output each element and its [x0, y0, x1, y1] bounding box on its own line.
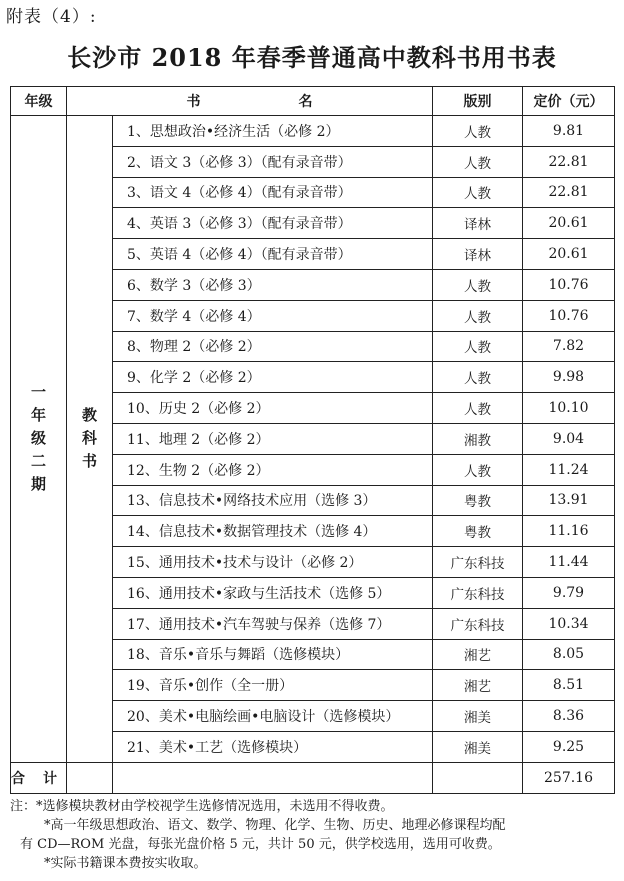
price-cell: 11.24 — [523, 454, 615, 485]
header-price: 定价（元） — [523, 87, 615, 116]
price-cell: 9.04 — [523, 423, 615, 454]
grade-char: 年 — [30, 406, 46, 425]
price-cell: 10.10 — [523, 393, 615, 424]
price-cell: 20.61 — [523, 208, 615, 239]
book-name-cell: 20、美术•电脑绘画•电脑设计（选修模块） — [113, 701, 433, 732]
header-publisher: 版别 — [433, 87, 523, 116]
publisher-cell: 湘艺 — [433, 670, 523, 701]
book-name-cell: 10、历史 2（必修 2） — [113, 393, 433, 424]
textbook-table — [10, 86, 615, 794]
appendix-label: 附表（4）: — [6, 7, 97, 27]
book-name-cell: 7、数学 4（必修 4） — [113, 300, 433, 331]
book-name-cell: 17、通用技术•汽车驾驶与保养（选修 7） — [113, 608, 433, 639]
publisher-cell: 湘艺 — [433, 639, 523, 670]
publisher-cell: 湘美 — [433, 701, 523, 732]
price-cell: 9.25 — [523, 731, 615, 762]
publisher-cell: 人教 — [433, 269, 523, 300]
note-line: 有 CD—ROM 光盘，每张光盘价格 5 元，共计 50 元，供学校选用，选用可收费。 — [20, 837, 501, 852]
price-cell: 20.61 — [523, 239, 615, 270]
category-cell — [67, 116, 113, 763]
book-name-cell: 14、信息技术•数据管理技术（选修 4） — [113, 516, 433, 547]
book-name-cell: 11、地理 2（必修 2） — [113, 423, 433, 454]
grade-char: 级 — [30, 429, 46, 448]
price-cell: 9.81 — [523, 116, 615, 147]
book-name-cell: 19、音乐•创作（全一册） — [113, 670, 433, 701]
publisher-cell: 人教 — [433, 454, 523, 485]
publisher-cell: 广东科技 — [433, 577, 523, 608]
publisher-cell: 粤教 — [433, 485, 523, 516]
publisher-cell: 湘教 — [433, 423, 523, 454]
price-cell: 8.51 — [523, 670, 615, 701]
book-name-cell: 8、物理 2（必修 2） — [113, 331, 433, 362]
price-cell: 11.16 — [523, 516, 615, 547]
price-cell: 7.82 — [523, 331, 615, 362]
publisher-cell: 广东科技 — [433, 547, 523, 578]
publisher-cell: 译林 — [433, 208, 523, 239]
total-label: 合计 — [11, 762, 67, 793]
publisher-cell: 人教 — [433, 300, 523, 331]
publisher-cell: 人教 — [433, 393, 523, 424]
total-value: 257.16 — [523, 762, 615, 793]
publisher-cell: 粤教 — [433, 516, 523, 547]
book-name-cell: 3、语文 4（必修 4）（配有录音带） — [113, 177, 433, 208]
price-cell: 8.05 — [523, 639, 615, 670]
note-line: 注：*选修模块教材由学校视学生选修情况选用，未选用不得收费。 — [10, 799, 394, 814]
book-name-cell: 1、思想政治•经济生活（必修 2） — [113, 116, 433, 147]
book-name-cell: 16、通用技术•家政与生活技术（选修 5） — [113, 577, 433, 608]
note-line: *高一年级思想政治、语文、数学、物理、化学、生物、历史、地理必修课程均配 — [44, 818, 506, 833]
publisher-cell: 人教 — [433, 177, 523, 208]
publisher-cell: 人教 — [433, 331, 523, 362]
book-name-cell: 21、美术•工艺（选修模块） — [113, 731, 433, 762]
category-char: 教 — [81, 406, 97, 425]
publisher-cell: 人教 — [433, 362, 523, 393]
table-row — [11, 116, 615, 147]
publisher-cell: 广东科技 — [433, 608, 523, 639]
price-cell: 22.81 — [523, 146, 615, 177]
price-cell: 10.76 — [523, 300, 615, 331]
price-cell: 9.98 — [523, 362, 615, 393]
price-cell: 8.36 — [523, 701, 615, 732]
price-cell: 9.79 — [523, 577, 615, 608]
price-cell: 22.81 — [523, 177, 615, 208]
table-header-row — [11, 87, 615, 116]
total-row — [11, 762, 615, 793]
grade-char: 一 — [30, 383, 46, 402]
publisher-cell: 人教 — [433, 116, 523, 147]
publisher-cell: 译林 — [433, 239, 523, 270]
grade-char: 期 — [30, 475, 46, 494]
book-name-cell: 4、英语 3（必修 3）（配有录音带） — [113, 208, 433, 239]
book-name-cell: 5、英语 4（必修 4）（配有录音带） — [113, 239, 433, 270]
notes — [10, 797, 614, 873]
publisher-cell: 人教 — [433, 146, 523, 177]
book-name-cell: 15、通用技术•技术与设计（必修 2） — [113, 547, 433, 578]
header-grade: 年级 — [11, 87, 67, 116]
category-char: 科 — [81, 429, 97, 448]
price-cell: 10.76 — [523, 269, 615, 300]
note-line: *实际书籍课本费按实收取。 — [44, 856, 207, 871]
book-name-cell: 18、音乐•音乐与舞蹈（选修模块） — [113, 639, 433, 670]
header-book-name: 书 名 — [67, 87, 433, 116]
book-name-cell: 6、数学 3（必修 3） — [113, 269, 433, 300]
page-title: 长沙市 2018 年春季普通高中教科书用书表 — [67, 43, 557, 72]
book-name-cell: 13、信息技术•网络技术应用（选修 3） — [113, 485, 433, 516]
grade-char: 二 — [30, 452, 46, 471]
price-cell: 13.91 — [523, 485, 615, 516]
price-cell: 10.34 — [523, 608, 615, 639]
publisher-cell: 湘美 — [433, 731, 523, 762]
book-name-cell: 9、化学 2（必修 2） — [113, 362, 433, 393]
price-cell: 11.44 — [523, 547, 615, 578]
empty-cell — [113, 762, 433, 793]
category-char: 书 — [81, 452, 97, 471]
empty-cell — [433, 762, 523, 793]
book-name-cell: 12、生物 2（必修 2） — [113, 454, 433, 485]
book-name-cell: 2、语文 3（必修 3）（配有录音带） — [113, 146, 433, 177]
grade-cell — [11, 116, 67, 763]
